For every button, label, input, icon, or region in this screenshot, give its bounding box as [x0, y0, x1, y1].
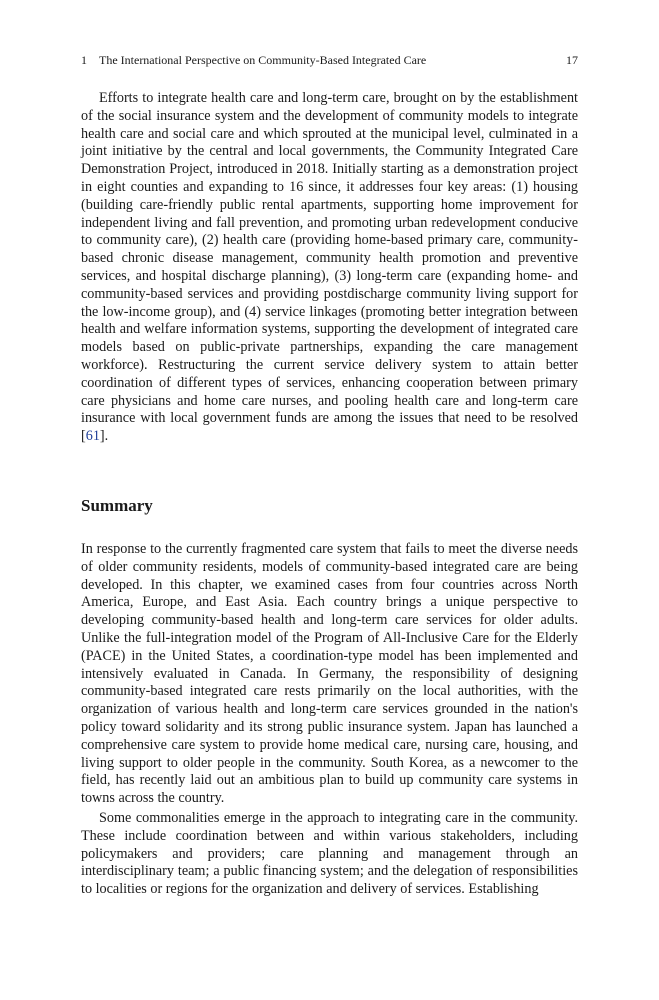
- paragraph-commonalities: Some commonalities emerge in the approach to integrating care in the community. These include coordination between and within various stakeholders, including policymakers and providers; care planning and management through an interdisciplinary team; a public financing system; and the delegation of responsibilities to localities or regions for the organization and delivery of services. Establishing: [81, 810, 578, 898]
- paragraph-integration-efforts: [81, 90, 578, 446]
- section-heading: Summary: [81, 496, 153, 515]
- page-number: 17: [566, 53, 578, 67]
- paragraph-text: Efforts to integrate health care and long-term care, brought on by the establishment of the social insurance system and the development of community models to integrate health care and social care and which sprouted at the municipal level, culminated in a joint initiative by the central and local governments, the Community Integrated Care Demonstration Project, introduced in 2018. Initially starting as a demonstration project in eight counties and expanding to 16 since, it addresses four key areas: (1) housing (building care-friendly public rental apartments, supporting home improvement for independent living and fall prevention, and promoting urban redevelopment conducive to community care), (2) health care (providing home-based primary care, community-based chronic disease management, community health promotion and preventive services, and hospital discharge planning), (3) long-term care (expanding home- and community-based services and providing postdischarge community living support for the low-income group), and (4) service linkages (promoting better integration between health and welfare information systems, supporting the development of integrated care models based on public-private partnerships, expanding the care management workforce). Restructuring the current service delivery system to attain better coordination of different types of services, enhancing cooperation between primary care physicians and home care nurses, and pooling health care and long-term care insurance with local government funds are among the issues that need to be resolved [: [81, 90, 578, 445]
- citation-link[interactable]: 61: [85, 428, 100, 445]
- chapter-title: The International Perspective on Community-Based Integrated Care: [99, 53, 427, 67]
- chapter-number: 1: [81, 53, 87, 67]
- paragraph-text-end: ].: [99, 428, 109, 445]
- paragraph-summary: In response to the currently fragmented care system that fails to meet the diverse needs of older community residents, models of community-based integrated care are being developed. In this chapter, we examined cases from four countries across North America, Europe, and East Asia. Each country brings a unique perspective to developing community-based health and long-term care services for older adults. Unlike the full-integration model of the Program of All-Inclusive Care for the Elderly (PACE) in the United States, a coordination-type model has been implemented and intensively evaluated in Canada. In Germany, the responsibility of designing community-based integrated care rests primarily on the local authorities, with the organization of various health and long-term care services grounded in the nation's policy toward solidarity and its strong public insurance system. Japan has launched a comprehensive care system to provide home medical care, nursing care, housing, and living support to older people in the community. South Korea, as a newcomer to the field, has recently laid out an ambitious plan to build up community care systems in towns across the country.: [81, 541, 578, 807]
